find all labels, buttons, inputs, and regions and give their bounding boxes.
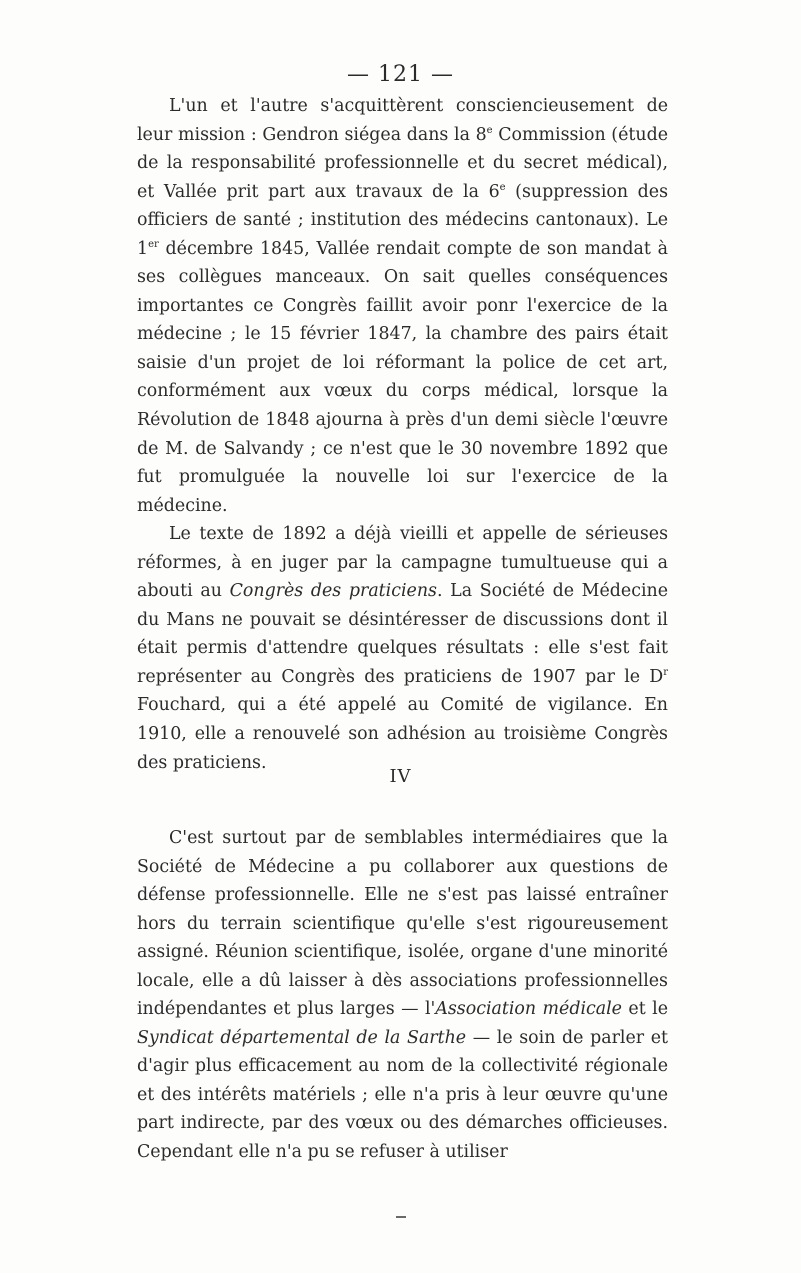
paragraph-text: décembre 1845, Vallée rendait compte de son mandat à ses collègues manceaux. On sait quelles conséquences importantes ce Congrès faillit avoir ponr l'exercice de la médecine ; le 15 février 1847, la chambre des pairs était saisie d'un projet de loi réformant la police de cet art, conformément aux vœux du corps médical, lorsque la Révolution de 1848 ajourna à près d'un demi siècle l'œuvre de M. de Salvandy ; ce n'est que le 30 novembre 1892 que fut promulguée la nouvelle loi sur l'exercice de la médecine. (137, 238, 668, 516)
superscript: e (486, 124, 493, 136)
paragraph-text: C'est surtout par de semblables intermédiaires que la Société de Médecine a pu collaborer aux questions de défense professionnelle. Elle ne s'est pas laissé entraîner hors du terrain scientifique qu'elle s'est rigoureusement assigné. Réunion scientifique, isolée, organe d'une minorité locale, elle a dû laisser à dès associations professionnelles indépendantes et plus larges — l' (137, 828, 668, 1020)
superscript: r (663, 666, 668, 678)
superscript: er (148, 238, 159, 250)
paragraph-text: (suppression des officiers de santé ; institution des médecins cantonaux). Le 1 (137, 181, 669, 259)
paragraph-congres-1845 (137, 92, 668, 520)
paragraph-text: L'un et l'autre s'acquittèrent consciencieusement de leur mission : Gendron siégea dans la 8 (137, 96, 668, 145)
text-block-upper (137, 92, 668, 777)
section-heading: IV (389, 766, 412, 787)
italic-phrase: Association médicale (435, 999, 622, 1020)
paragraph-intermediaires (137, 824, 668, 1167)
paragraph-text: Le texte de 1892 a déjà vieilli et appelle de sérieuses réformes, à en juger par la campagne tumultueuse qui a abouti au (137, 524, 668, 602)
paragraph-text: et le (621, 999, 668, 1020)
text-block-lower (137, 824, 668, 1167)
paragraph-texte-1892 (137, 520, 668, 777)
paragraph-text: — le soin de parler et d'agir plus efficacement au nom de la collectivité régionale et des intérêts matériels ; elle n'a pris à leur œuvre qu'une part indirecte, par des vœux ou des démarches officieuses. Cependant elle n'a pu se refuser à utiliser (137, 1027, 668, 1163)
paragraph-text: Commission (étude de la responsabilité professionnelle et du secret médical), et Vallée prit part aux travaux de la 6 (137, 124, 669, 202)
italic-phrase: Congrès des praticiens (229, 581, 437, 602)
footer-mark (396, 1216, 406, 1218)
superscript: e (499, 181, 506, 193)
italic-phrase: Syndicat départemental de la Sarthe (137, 1027, 467, 1048)
paragraph-text: . La Société de Médecine du Mans ne pouvait se désintéresser de discussions dont il était permis d'attendre quelques résultats : elle s'est fait représenter au Congrès des praticiens de 1907 par le D (137, 581, 668, 687)
page-number-header: — 121 — (347, 62, 454, 87)
paragraph-text: Fouchard, qui a été appelé au Comité de vigilance. En 1910, elle a renouvelé son adhésion au troisième Congrès des praticiens. (137, 695, 668, 773)
